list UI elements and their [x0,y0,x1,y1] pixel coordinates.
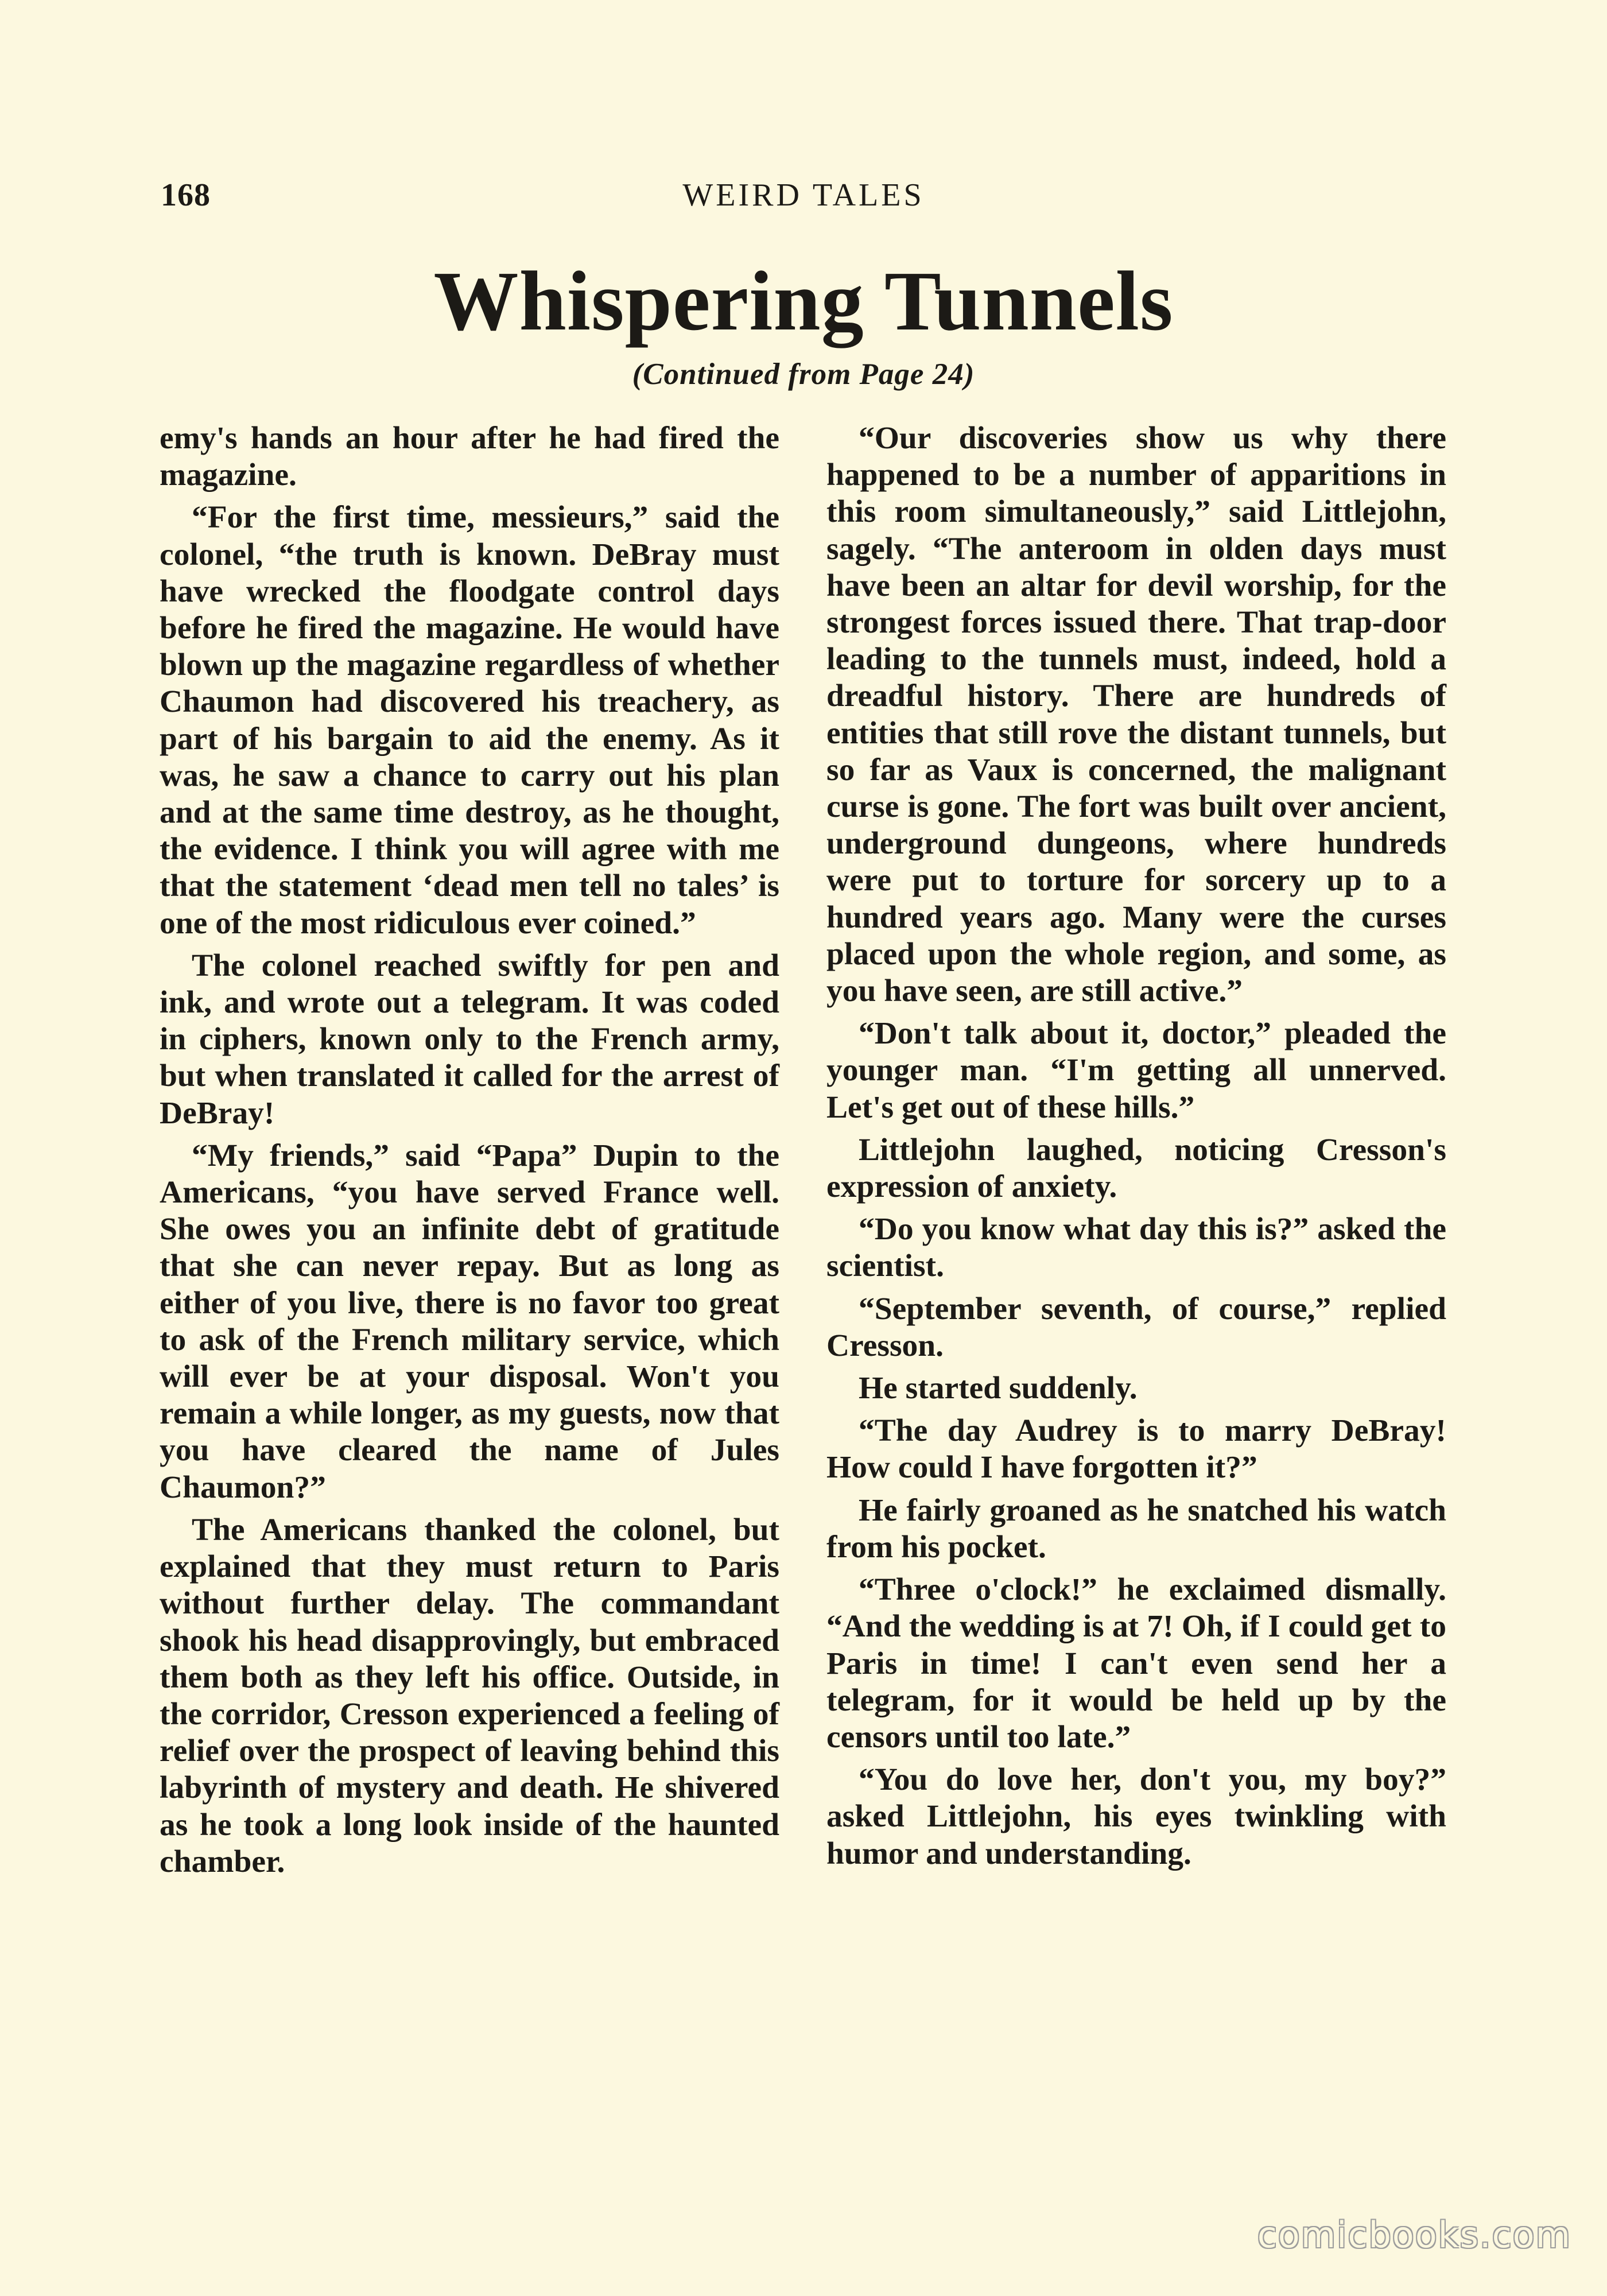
paragraph: “For the first time, messieurs,” said the colonel, “the truth is known. DeBray must have wrecked the floodgate control days before he fired the magazine. He would have blown up the magazine regardless of whether Chaumon had discovered his treachery, as part of his bargain to aid the enemy. As it was, he saw a chance to carry out his plan and at the same time destroy, as he thought, the evidence. I think you will agree with me that the statement ‘dead men tell no tales’ is one of the most ridiculous ever coined.” [160,500,779,941]
paragraph: He started suddenly. [859,1371,1138,1406]
watermark-logo: comicbooks.com [1257,2214,1571,2256]
story-title: Whispering Tunnels [433,254,1174,348]
page-number: 168 [161,177,211,213]
paragraph: “September seventh, of course,” replied Cresson. [826,1291,1446,1363]
magazine-title: WEIRD TALES [682,177,925,213]
right-text-column [826,420,1446,1878]
paragraph: He fairly groaned as he snatched his watch from his pocket. [826,1492,1446,1565]
paragraph: Littlejohn laughed, noticing Cresson's expression of anxiety. [826,1132,1446,1205]
paragraph: The colonel reached swiftly for pen and ink, and wrote out a telegram. It was coded in ciphers, known only to the French army, but when translated it called for the arrest of DeBray! [160,948,779,1131]
paragraph: “Three o'clock!” he exclaimed dismally. “And the wedding is at 7! Oh, if I could get to Paris in time! I can't even send her a telegram, for it would be held up by the censors until too late.” [826,1572,1446,1755]
running-header [161,177,1446,223]
continued-from-note: (Continued from Page 24) [632,358,975,391]
paragraph: The Americans thanked the colonel, but explained that they must return to Paris without further delay. The commandant shook his head disapprovingly, but embraced them both as they left his office. Outside, in the corridor, Cresson experienced a feeling of relief over the prospect of leaving behind this labyrinth of mystery and death. He shivered as he took a long look inside of the haunted chamber. [160,1512,779,1879]
paragraph: “You do love her, don't you, my boy?” asked Littlejohn, his eyes twinkling with humor and understanding. [826,1762,1446,1871]
paragraph: “The day Audrey is to marry DeBray! How could I have forgotten it?” [826,1413,1446,1486]
left-text-column [160,420,779,1886]
paragraph: “Our discoveries show us why there happened to be a number of apparitions in this room simultaneously,” said Littlejohn, sagely. “The anteroom in olden days must have been an altar for devil worship, for the strongest forces issued there. That trap-door leading to the tunnels must, indeed, hold a dreadful history. There are hundreds of entities that still rove the distant tunnels, but so far as Vaux is concerned, the malignant curse is gone. The fort was built over ancient, underground dungeons, where hundreds were put to torture for sorcery up to a hundred years ago. Many were the curses placed upon the whole region, and some, as you have seen, are still active.” [826,421,1446,1009]
paragraph: “Do you know what day this is?” asked the scientist. [826,1212,1446,1284]
paragraph: “My friends,” said “Papa” Dupin to the Americans, “you have served France well. She owes you an infinite debt of gratitude that she can never repay. But as long as either of you live, there is no favor too great to ask of the French military service, which will ever be at your disposal. Won't you remain a while longer, as my guests, now that you have cleared the name of Jules Chaumon?” [160,1138,779,1505]
paragraph: “Don't talk about it, doctor,” pleaded the younger man. “I'm getting all unnerved. Let's get out of these hills.” [826,1016,1446,1125]
paragraph: emy's hands an hour after he had fired the magazine. [160,421,779,493]
